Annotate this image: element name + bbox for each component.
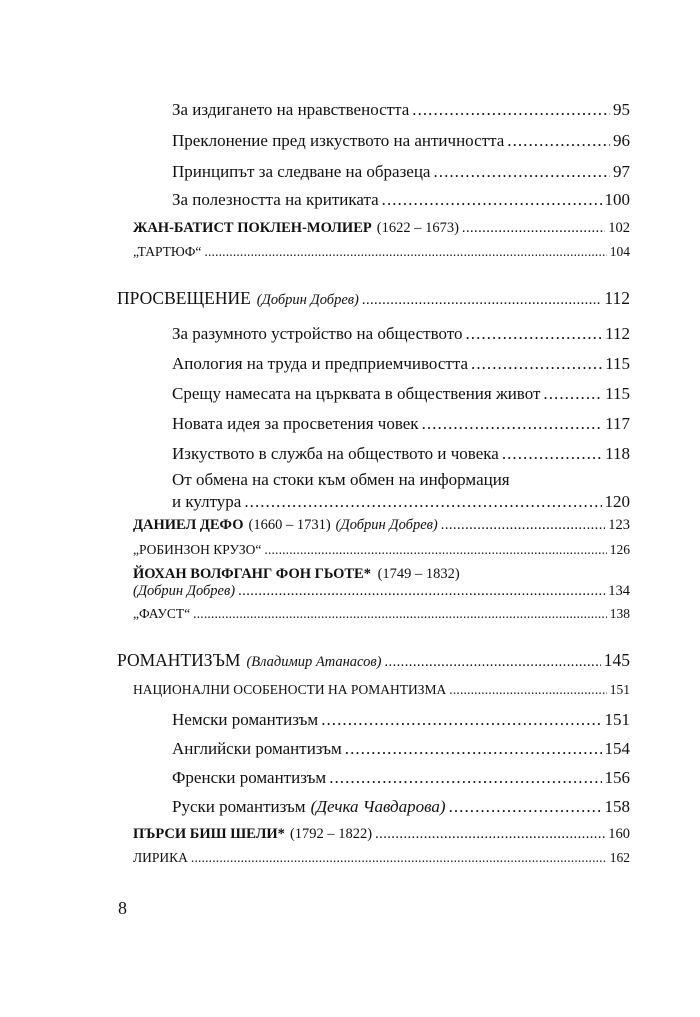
dot-leader — [382, 190, 602, 210]
toc-entry-page: 162 — [609, 850, 630, 865]
dot-leader — [362, 292, 602, 309]
toc-entry-page: 115 — [605, 384, 630, 403]
toc-entry-work — [133, 850, 630, 866]
toc-entry-page: 97 — [613, 162, 630, 181]
toc-entry-page: 126 — [609, 542, 630, 557]
toc-entry-page: 120 — [604, 492, 630, 511]
toc-section — [117, 650, 630, 671]
author-dates: (1792 – 1822) — [289, 826, 373, 842]
work-title: „ТАРТЮФ“ — [133, 244, 202, 259]
dot-leader — [502, 444, 602, 464]
toc-entry-author — [133, 517, 630, 534]
toc-entry-title: От обмена на стоки към обмен на информация — [172, 470, 510, 489]
work-title: „РОБИНЗОН КРУЗО“ — [133, 542, 262, 557]
toc-entry-page: 95 — [613, 100, 630, 119]
author-name: ЙОХАН ВОЛФГАНГ ФОН ГЬОТЕ* — [133, 566, 371, 582]
work-title: „ФАУСТ“ — [133, 606, 191, 621]
toc-entry — [172, 797, 630, 817]
author-dates: (1660 – 1731) — [248, 517, 331, 533]
toc-entry-author — [133, 566, 630, 600]
toc-entry-work — [133, 244, 630, 260]
author-dates: (1622 – 1673) — [376, 220, 459, 236]
toc-entry — [172, 354, 630, 374]
toc-entry — [172, 739, 630, 759]
toc-entry-author — [133, 220, 630, 237]
dot-leader — [384, 654, 600, 671]
toc-entry-title: Принципът за следване на образеца — [172, 162, 431, 181]
dot-leader — [244, 492, 601, 512]
toc-entry-page: 160 — [608, 826, 630, 842]
dot-leader — [238, 583, 605, 600]
toc-entry-page: 151 — [609, 682, 630, 697]
dot-leader — [422, 414, 603, 434]
author-editor: (Добрин Добрев) — [335, 517, 438, 533]
toc-entry-page: 154 — [604, 739, 630, 758]
toc-entry — [172, 131, 630, 151]
toc-entry — [172, 384, 630, 404]
dot-leader — [204, 244, 606, 260]
dot-leader — [462, 220, 605, 237]
dot-leader — [321, 710, 601, 730]
author-name: ЖАН-БАТИСТ ПОКЛЕН-МОЛИЕР — [133, 220, 372, 236]
work-title: НАЦИОНАЛНИ ОСОБЕНОСТИ НА РОМАНТИЗМА — [133, 682, 447, 697]
dot-leader — [465, 324, 602, 344]
toc-entry — [172, 470, 630, 512]
work-title: ЛИРИКА — [133, 850, 188, 865]
toc-entry-title: Френски романтизъм — [172, 768, 327, 787]
toc-entry-page: 112 — [604, 288, 630, 308]
toc-entry — [172, 100, 630, 120]
toc-entry-page: 145 — [603, 650, 630, 670]
toc-entry — [172, 324, 630, 344]
toc-entry — [172, 444, 630, 464]
toc-entry — [172, 710, 630, 730]
dot-leader — [329, 768, 601, 788]
dot-leader — [412, 100, 610, 120]
toc-entry-page: 158 — [604, 797, 630, 816]
section-editor: (Владимир Атанасов) — [246, 654, 382, 670]
toc-entry-title: Апология на труда и предприемчивостта — [172, 354, 469, 373]
toc-entry-work — [133, 542, 630, 558]
toc-entry-page: 156 — [604, 768, 630, 787]
toc-entry-title: Руски романтизъм — [172, 797, 306, 816]
toc-entry-page: 115 — [605, 354, 630, 373]
dot-leader — [543, 384, 602, 404]
toc-entry — [172, 768, 630, 788]
toc-entry-page: 96 — [613, 131, 630, 150]
toc-entry-page: 104 — [609, 244, 630, 259]
dot-leader — [441, 517, 605, 534]
dot-leader — [193, 606, 607, 622]
toc-entry-title: За полезността на критиката — [172, 190, 379, 209]
toc-entry-page: 138 — [609, 606, 630, 621]
dot-leader — [264, 542, 606, 558]
author-dates: (1749 – 1832) — [377, 566, 460, 582]
dot-leader — [375, 826, 605, 843]
toc-entry-page: 123 — [608, 517, 630, 533]
toc-entry-page: 100 — [604, 190, 630, 209]
toc-entry — [172, 414, 630, 434]
author-name: ДАНИЕЛ ДЕФО — [133, 517, 244, 533]
toc-entry-title: За разумното устройство на обществото — [172, 324, 463, 343]
toc-entry-title-continued: и култура — [172, 492, 242, 511]
dot-leader — [471, 354, 602, 374]
toc-entry-title: Преклонение пред изкуството на античността — [172, 131, 505, 150]
toc-entry-page: 102 — [608, 220, 630, 236]
author-name: ПЪРСИ БИШ ШЕЛИ* — [133, 826, 285, 842]
toc-entry-title: Срещу намесата на църквата в обществения живот — [172, 384, 541, 403]
dot-leader — [345, 739, 602, 759]
toc-entry-title: Немски романтизъм — [172, 710, 319, 729]
toc-entry-page: 117 — [605, 414, 630, 433]
toc-entry-author — [133, 826, 630, 843]
toc-entry-page: 112 — [605, 324, 630, 343]
dot-leader — [507, 131, 610, 151]
toc-entry-title: Английски романтизъм — [172, 739, 342, 758]
toc-entry — [172, 190, 630, 210]
author-editor: (Добрин Добрев) — [133, 583, 236, 599]
section-title: РОМАНТИЗЪМ — [117, 650, 241, 670]
toc-entry-work — [133, 682, 630, 698]
toc-entry-page: 118 — [605, 444, 630, 463]
section-editor: (Добрин Добрев) — [256, 292, 359, 308]
dot-leader — [449, 797, 602, 817]
toc-entry-editor: (Дечка Чавдарова) — [310, 797, 446, 816]
toc-section — [117, 288, 630, 309]
dot-leader — [449, 682, 606, 698]
toc-entry-title: Изкуството в служба на обществото и човека — [172, 444, 499, 463]
toc-entry-page: 151 — [604, 710, 630, 729]
toc-entry — [172, 162, 630, 182]
toc-entry-page: 134 — [608, 583, 630, 599]
dot-leader — [191, 850, 607, 866]
toc-entry-work — [133, 606, 630, 622]
dot-leader — [433, 162, 610, 182]
toc-entry-title: За издигането на нравствеността — [172, 100, 410, 119]
section-title: ПРОСВЕЩЕНИЕ — [117, 288, 251, 308]
page-number: 8 — [118, 898, 127, 918]
toc-entry-title: Новата идея за просветения човек — [172, 414, 419, 433]
